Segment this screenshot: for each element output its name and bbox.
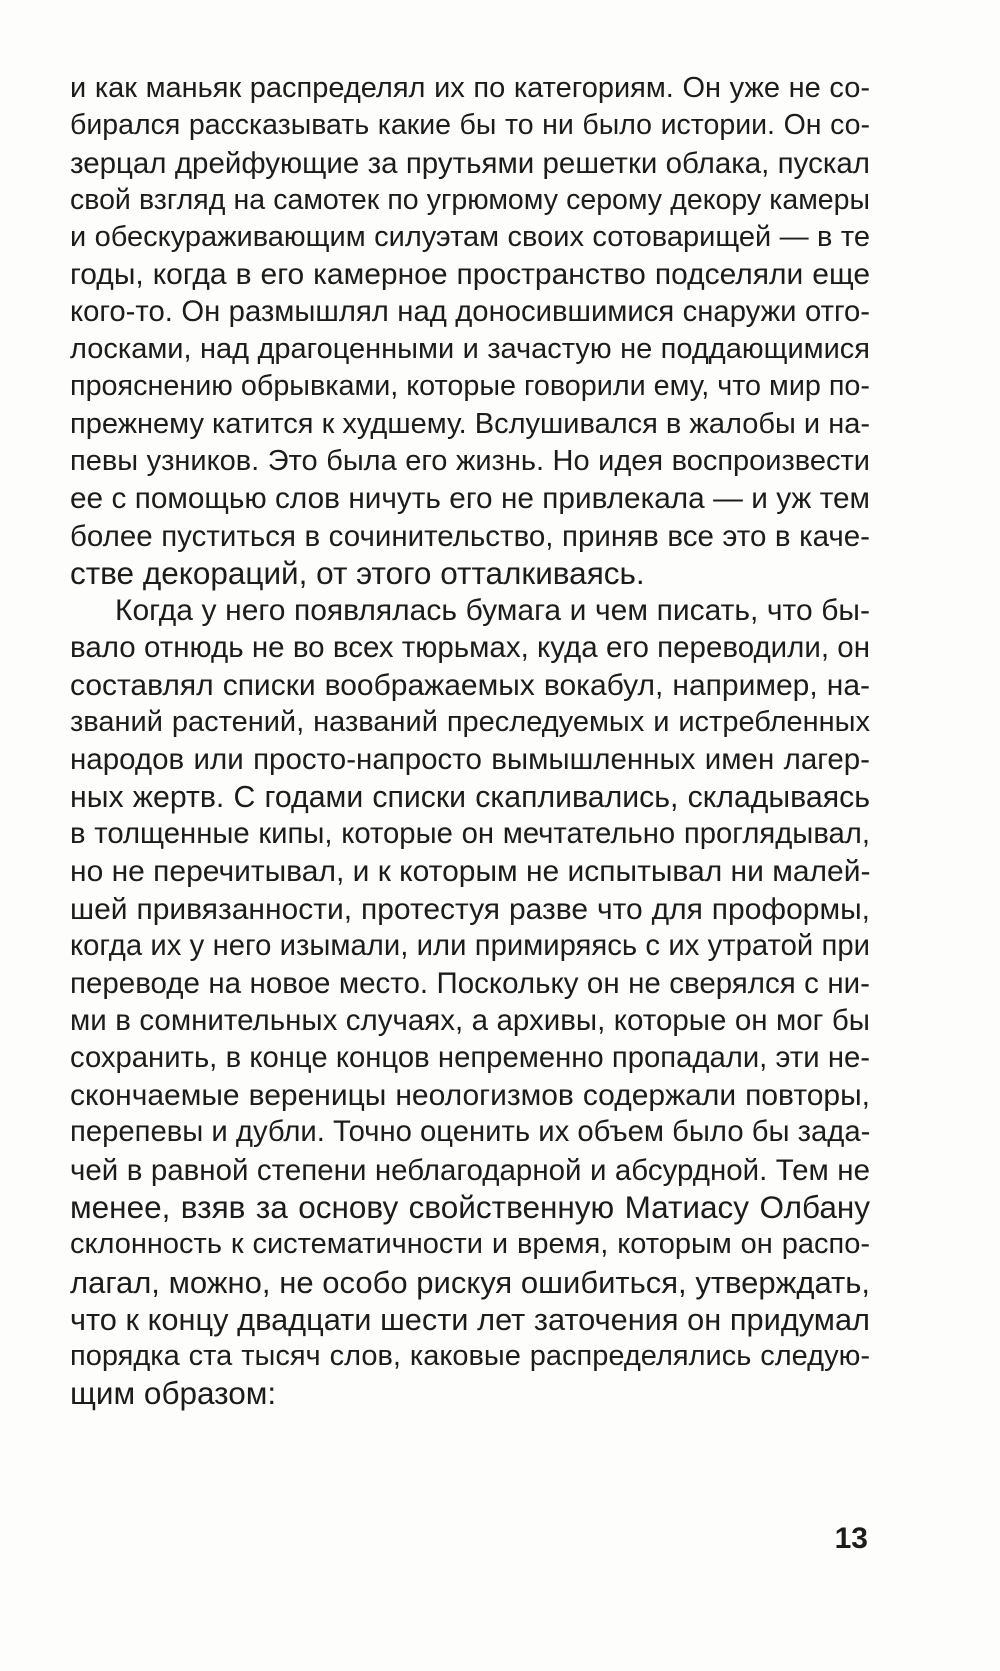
text-line: шей привязанности, протестуя разве что для проформы, bbox=[70, 892, 870, 926]
text-line: порядка ста тысяч слов, каковые распределялись следую- bbox=[70, 1340, 870, 1373]
text-line: лагал, можно, не особо рискуя ошибиться, утверждать, bbox=[70, 1264, 870, 1300]
text-line: прежнему катится к худшему. Вслушивался в жалобы и на- bbox=[70, 407, 870, 440]
text-line: составлял списки воображаемых вокабул, например, на- bbox=[70, 668, 870, 702]
page-number: 13 bbox=[834, 1522, 868, 1555]
text-line: переводе на новое место. Поскольку он не сверялся с ни- bbox=[70, 967, 870, 1001]
text-line: ных жертв. С годами списки скапливались, складываясь bbox=[70, 780, 870, 814]
text-line: склонность к систематичности и время, которым он распо- bbox=[70, 1228, 870, 1261]
paragraph-1 bbox=[70, 70, 870, 592]
text-line: что к концу двадцати шести лет заточения он придумал bbox=[70, 1301, 870, 1337]
text-line: перепевы и дубли. Точно оценить их объем было бы зада- bbox=[70, 1116, 870, 1149]
text-line: и как маньяк распределял их по категориям. Он уже не со- bbox=[70, 72, 870, 104]
text-line: в толщенные кипы, которые он мечтательно проглядывал, bbox=[70, 817, 870, 850]
text-line: вало отнюдь не во всех тюрьмах, куда его переводили, он bbox=[70, 631, 870, 665]
text-line: но не перечитывал, и к которым не испытывал ни малей- bbox=[70, 855, 870, 889]
text-line: щим образом: bbox=[70, 1375, 277, 1412]
text-line: скончаемые вереницы неологизмов содержали повторы, bbox=[70, 1079, 870, 1113]
text-line: более пуститься в сочинительство, приняв все это в каче- bbox=[70, 519, 870, 553]
text-line: чей в равной степени неблагодарной и абсурдной. Тем не bbox=[70, 1153, 870, 1187]
body-text bbox=[70, 70, 870, 1413]
text-line: бирался рассказывать какие бы то ни было истории. Он со- bbox=[70, 109, 870, 142]
text-line: и обескураживающим силуэтам своих сотоварищей — в те bbox=[70, 221, 870, 254]
text-line: когда их у него изымали, или примиряясь с их утратой при bbox=[70, 929, 870, 962]
text-line: стве декораций, от этого отталкиваясь. bbox=[70, 554, 645, 591]
text-line: сохранить, в конце концов непременно пропадали, эти не- bbox=[70, 1041, 870, 1074]
text-line: свой взгляд на самотек по угрюмому серому декору камеры bbox=[70, 183, 870, 216]
text-line: певы узников. Это была его жизнь. Но идея воспроизвести bbox=[70, 444, 870, 477]
text-line: кого-то. Он размышлял над доносившимися снаружи отго- bbox=[70, 295, 870, 328]
text-line: народов или просто-напросто вымышленных имен лагер- bbox=[70, 743, 870, 777]
text-line: лосками, над драгоценными и зачастую не поддающимися bbox=[70, 333, 870, 366]
text-line: прояснению обрывками, которые говорили ему, что мир по- bbox=[70, 370, 870, 403]
text-line: ми в сомнительных случаях, а архивы, которые он мог бы bbox=[70, 1004, 870, 1038]
text-line: ее с помощью слов ничуть его не привлекала — и уж тем bbox=[70, 482, 870, 516]
paragraph-2 bbox=[70, 592, 870, 1413]
text-line: годы, когда в его камерное пространство подселяли еще bbox=[70, 258, 870, 292]
text-line: Когда у него появлялась бумага и чем писать, что бы- bbox=[115, 594, 870, 628]
text-line: званий растений, названий преследуемых и истребленных bbox=[70, 706, 870, 739]
text-line: менее, взяв за основу свойственную Матиасу Олбану bbox=[70, 1188, 870, 1225]
text-line: зерцал дрейфующие за прутьями решетки облака, пускал bbox=[70, 146, 870, 180]
